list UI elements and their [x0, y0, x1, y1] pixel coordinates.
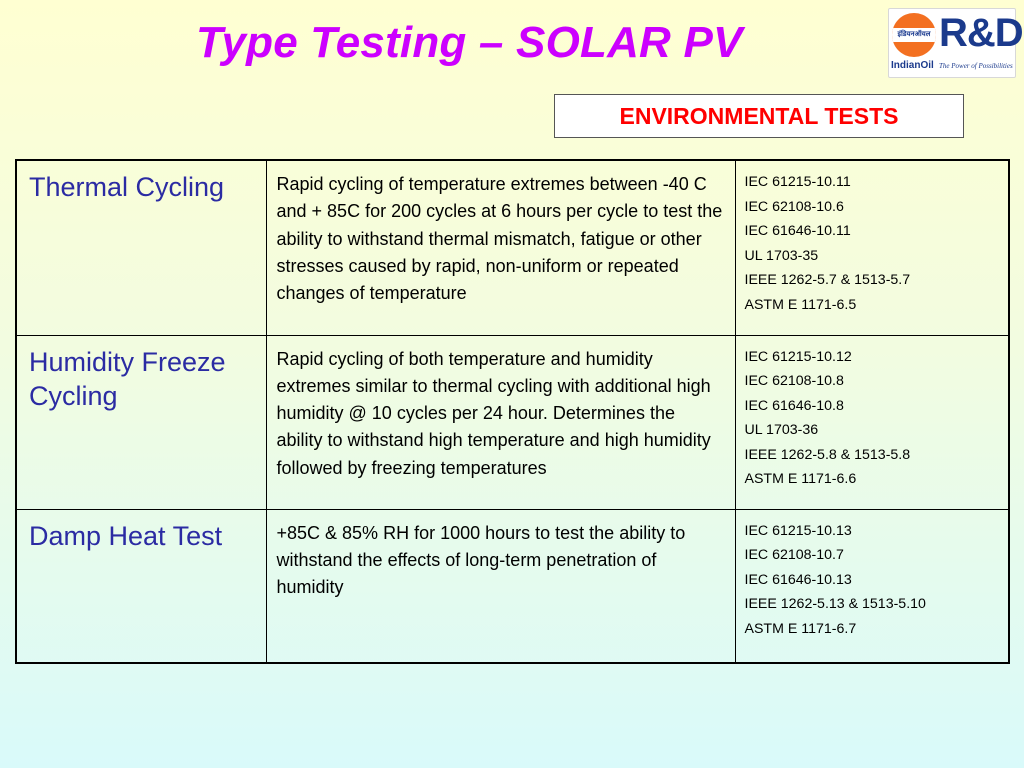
- test-standards: [735, 509, 1009, 663]
- test-name: Thermal Cycling: [16, 160, 266, 335]
- standard-item: IEC 61215-10.12: [744, 348, 852, 365]
- standard-item: IEEE 1262-5.7 & 1513-5.7: [744, 272, 911, 289]
- logo-rd-text: R&D: [939, 11, 1023, 55]
- standard-item: IEEE 1262-5.8 & 1513-5.8: [744, 446, 911, 463]
- table-row: [16, 335, 1009, 509]
- indianoil-rd-logo: [888, 8, 1023, 78]
- standard-item: IEEE 1262-5.13 & 1513-5.10: [744, 596, 926, 613]
- tests-table: [15, 159, 1010, 664]
- standard-item: IEC 61646-10.13: [744, 571, 852, 588]
- standard-item: IEC 62108-10.6: [744, 198, 844, 215]
- test-name: Damp Heat Test: [16, 509, 266, 663]
- table-row: [16, 160, 1009, 335]
- standard-item: IEC 61646-10.8: [744, 397, 844, 414]
- test-description: +85C & 85% RH for 1000 hours to test the ability to withstand the effects of long-term penetration of humidity: [266, 509, 735, 663]
- section-label-box: [554, 94, 964, 138]
- test-description: Rapid cycling of both temperature and humidity extremes similar to thermal cycling with additional high humidity @ 10 cycles per 24 hour. Determines the ability to withstand high temperature and high humidity followed by freezing temperatures: [266, 335, 735, 509]
- page-title: Type Testing – SOLAR PV: [196, 18, 743, 67]
- standard-item: ASTM E 1171-6.5: [744, 296, 857, 313]
- standard-item: IEC 61646-10.11: [744, 223, 851, 240]
- test-description: Rapid cycling of temperature extremes between -40 C and + 85C for 200 cycles at 6 hours per cycle to test the ability to withstand thermal mismatch, fatigue or other stresses caused by rapid, non-uniform or repeated changes of temperature: [266, 160, 735, 335]
- section-label: ENVIRONMENTAL TESTS: [619, 102, 899, 129]
- standard-item: UL 1703-36: [744, 422, 819, 439]
- logo-brand-text: IndianOil: [891, 60, 934, 71]
- standard-item: ASTM E 1171-6.7: [744, 620, 857, 637]
- standard-item: IEC 62108-10.7: [744, 547, 844, 564]
- standard-item: ASTM E 1171-6.6: [744, 471, 857, 488]
- logo-tagline: The Power of Possibilities: [939, 62, 1013, 70]
- standard-item: IEC 62108-10.8: [744, 373, 844, 390]
- indianoil-emblem-icon: [892, 13, 936, 57]
- standard-item: UL 1703-35: [744, 247, 819, 264]
- test-standards: [735, 160, 1009, 335]
- test-standards: [735, 335, 1009, 509]
- logo-hindi-text: इंडियनऑयल: [892, 28, 936, 42]
- test-name: Humidity Freeze Cycling: [16, 335, 266, 509]
- standard-item: IEC 61215-10.11: [744, 174, 851, 190]
- standard-item: IEC 61215-10.13: [744, 522, 852, 539]
- table-row: [16, 509, 1009, 663]
